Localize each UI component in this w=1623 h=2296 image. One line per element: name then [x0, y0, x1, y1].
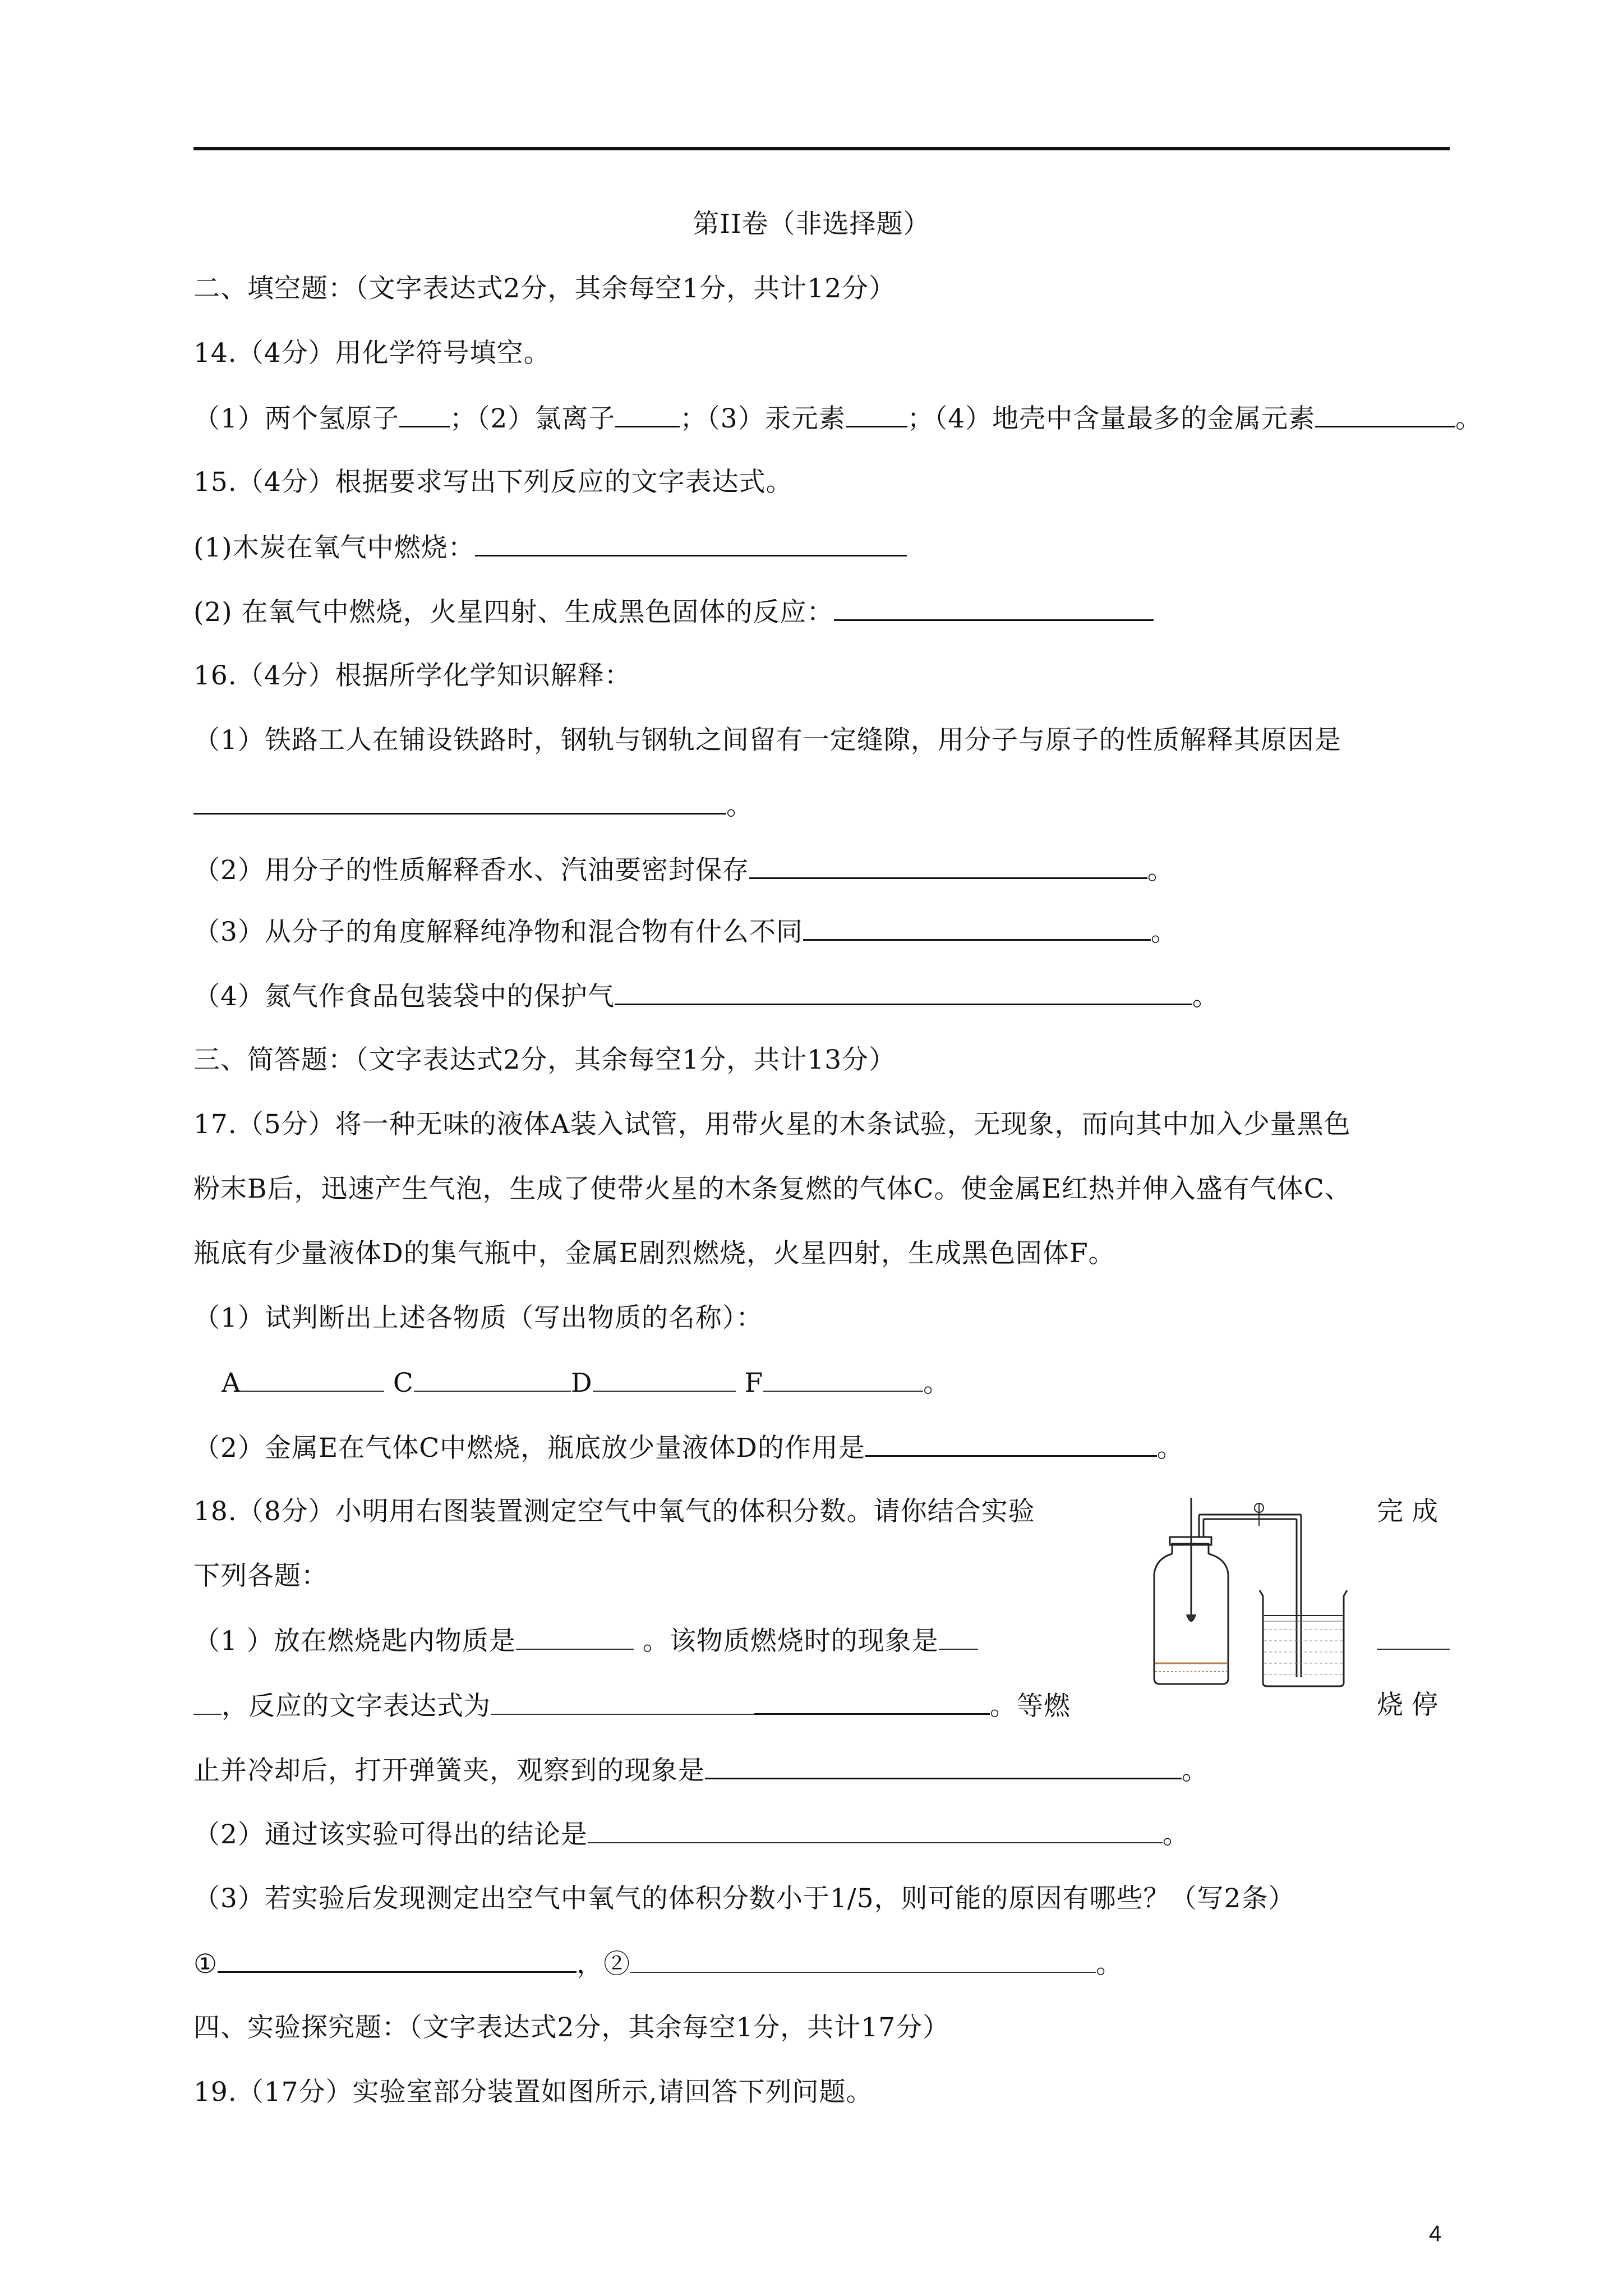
q14-s4: ；（4）地壳中含量最多的金属元素 [907, 403, 1316, 434]
q18-line-3-right-blank [1377, 1624, 1450, 1658]
q18-blank-expression-a[interactable] [491, 1689, 754, 1715]
q18-line-5 [193, 1753, 1209, 1788]
q14-end: 。 [1455, 403, 1483, 434]
q16-end-4: 。 [1192, 981, 1219, 1012]
q15-blank-2[interactable] [834, 595, 1154, 621]
q17-blank-a[interactable] [241, 1366, 384, 1392]
q18-blank-phenomenon[interactable] [939, 1624, 978, 1650]
q17-line-2: 粉末B后，迅速产生气泡，生成了使带火星的木条复燃的气体C。使金属E红热并伸入盛有气体C、 [193, 1174, 1352, 1204]
q18-s2-line [193, 1818, 1189, 1852]
q16-s2: （2）用分子的性质解释香水、汽油要密封保存 [193, 855, 749, 886]
q14-blank-1[interactable] [399, 401, 450, 427]
q18-blank-reason-2[interactable] [630, 1947, 1096, 1973]
q18-line-2: 下列各题： [193, 1561, 328, 1591]
q18-l4a: ，反应的文字表达式为 [222, 1691, 491, 1722]
q18-blank-reason-1[interactable] [218, 1947, 577, 1973]
q16-s3-line [193, 914, 1178, 949]
q18-s3: （3）若实验后发现测定出空气中氧气的体积分数小于1/5，则可能的原因有哪些？（写2条） [193, 1883, 1295, 1914]
q17-substance-blanks [222, 1366, 950, 1400]
part-2-heading: 二、填空题：（文字表达式2分，其余每空1分，共计12分） [193, 273, 896, 304]
q18-line-1-right: 完 成 [1377, 1496, 1438, 1527]
q17-end-2: 。 [1156, 1433, 1184, 1464]
q16-s4: （4）氮气作食品包装袋中的保护气 [193, 981, 615, 1012]
q16-s1: （1）铁路工人在铺设铁路时，钢轨与钢轨之间留有一定缝隙，用分子与原子的性质解释其原因是 [193, 725, 1341, 756]
q17-line-3: 瓶底有少量液体D的集气瓶中，金属E剧烈燃烧，火星四射，生成黑色固体F。 [193, 1238, 1115, 1269]
q14-s1: （1）两个氢原子 [193, 403, 399, 434]
q18-blank-observation[interactable] [705, 1753, 1182, 1779]
q16-end-3: 。 [1150, 917, 1178, 947]
q16-blank-2[interactable] [749, 853, 1147, 879]
q17-end-1: 。 [923, 1368, 951, 1398]
q18-reasons-line [193, 1947, 1123, 1981]
q18-line-3 [193, 1624, 978, 1658]
q18-line-4-right: 烧 停 [1377, 1690, 1438, 1720]
q14-stem: 14.（4分）用化学符号填空。 [193, 338, 551, 369]
q16-blank-3[interactable] [803, 914, 1151, 941]
q18-blank-substance[interactable] [516, 1624, 634, 1650]
page-number: 4 [1429, 2221, 1442, 2246]
q17-s2: （2）金属E在气体C中燃烧，瓶底放少量液体D的作用是 [193, 1433, 865, 1464]
q17-label-c: C [393, 1368, 414, 1398]
q19-stem: 19.（17分）实验室部分装置如图所示,请回答下列问题。 [193, 2077, 873, 2108]
q16-blank-1[interactable] [193, 788, 726, 815]
q17-label-a: A [222, 1368, 241, 1398]
header-rule [193, 147, 1450, 150]
q16-blank-4[interactable] [615, 979, 1192, 1005]
q15-blank-1[interactable] [475, 530, 907, 556]
q16-s1-answer-line [193, 788, 753, 823]
q18-line-4 [193, 1688, 1071, 1723]
q17-label-f: F [744, 1368, 764, 1398]
q18-l4b: 。等燃 [990, 1691, 1071, 1722]
section-title: 第II卷（非选择题） [693, 209, 930, 240]
q15-s1-line [193, 530, 907, 565]
q16-stem: 16.（4分）根据所学化学知识解释： [193, 660, 631, 691]
q17-blank-d[interactable] [593, 1366, 736, 1392]
q18-end-1: 。 [1182, 1755, 1209, 1786]
q14-blank-3[interactable] [846, 401, 907, 427]
part-3-heading: 三、简答题：（文字表达式2分，其余每空1分，共计13分） [193, 1045, 896, 1075]
q15-s2-line [193, 595, 1154, 629]
q18-c1: ① [193, 1949, 218, 1980]
part-4-heading: 四、实验探究题：（文字表达式2分，其余每空1分，共计17分） [193, 2012, 950, 2043]
q17-blank-f[interactable] [763, 1366, 923, 1392]
q16-s4-line [193, 979, 1219, 1014]
q15-s2: (2) 在氧气中燃烧，火星四射、生成黑色固体的反应： [193, 597, 834, 628]
q18-l3b: 。该物质燃烧时的现象是 [642, 1626, 939, 1657]
q15-stem: 15.（4分）根据要求写出下列反应的文字表达式。 [193, 467, 793, 498]
q14-blanks-line [193, 401, 1482, 436]
q18-l3a: （1 ）放在燃烧匙内物质是 [193, 1626, 516, 1657]
q18-l5: 止并冷却后，打开弹簧夹，观察到的现象是 [193, 1755, 705, 1786]
q17-blank-c[interactable] [414, 1366, 571, 1392]
q14-blank-4[interactable] [1315, 401, 1455, 427]
q16-s2-line [193, 853, 1174, 887]
q18-blank-conclusion[interactable] [588, 1818, 1163, 1843]
q17-s2-line [193, 1430, 1184, 1465]
q18-end-2: 。 [1162, 1819, 1189, 1850]
q16-s3: （3）从分子的角度解释纯净物和混合物有什么不同 [193, 917, 803, 947]
oxygen-measurement-apparatus-figure [1133, 1481, 1374, 1705]
q16-end-1: 。 [726, 790, 753, 821]
q18-blank-expression-b[interactable] [754, 1688, 990, 1715]
q18-blank-phenomenon-end[interactable] [193, 1689, 222, 1715]
q17-label-d: D [570, 1368, 593, 1398]
q18-s2: （2）通过该实验可得出的结论是 [193, 1819, 588, 1850]
q18-end-3: 。 [1096, 1949, 1123, 1980]
q14-s3: ；（3）汞元素 [680, 403, 846, 434]
q14-s2: ；（2）氯离子 [449, 403, 616, 434]
q17-line-1: 17.（5分）将一种无味的液体A装入试管，用带火星的木条试验，无现象，而向其中加入少量黑色 [193, 1109, 1351, 1140]
q17-s1: （1）试判断出上述各物质（写出物质的名称）： [193, 1303, 763, 1333]
q18-blank-phenomenon-cont[interactable] [1377, 1624, 1450, 1650]
q17-blank-2[interactable] [865, 1430, 1157, 1457]
q18-sep: ，② [577, 1949, 631, 1980]
q18-line-1: 18.（8分）小明用右图装置测定空气中氧气的体积分数。请你结合实验 [193, 1496, 1035, 1527]
q15-s1: (1)木炭在氧气中燃烧： [193, 532, 475, 563]
q14-blank-2[interactable] [615, 401, 680, 427]
q16-end-2: 。 [1147, 855, 1174, 886]
